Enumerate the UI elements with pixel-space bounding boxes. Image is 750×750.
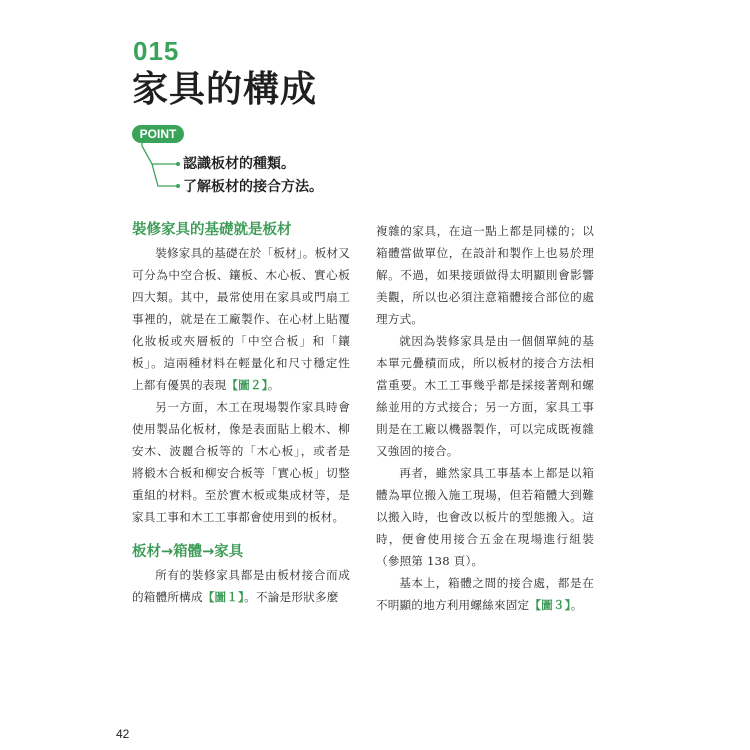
paragraph-text: 。不論是形狀多麼	[244, 590, 339, 604]
figure-reference: 【圖３】	[529, 598, 571, 612]
point-item-2: 了解板材的接合方法。	[183, 179, 323, 195]
point-connector-lines	[140, 140, 180, 200]
figure-reference: 【圖１】	[202, 590, 245, 604]
point-badge: POINT	[132, 125, 184, 143]
paragraph	[132, 242, 350, 396]
point-item-1: 認識板材的種類。	[183, 156, 295, 172]
paragraph-text: 。	[267, 378, 280, 392]
paragraph: 複雜的家具，在這一點上都是同樣的；以箱體當做單位，在設計和製作上也易於理解。不過，如果接頭做得太明顯則會影響美觀，所以也必須注意箱體接合部位的處理方式。	[376, 224, 594, 326]
paragraph	[132, 564, 350, 608]
paragraph: 另一方面，木工在現場製作家具時會使用製品化板材，像是表面貼上椴木、柳安木、波麗合板等的「木心板」，或者是將椴木合板和柳安合板等「實心板」切整重組的材料。至於實木板或集成材等，是家具工事和木工工事都會使用到的板材。	[132, 400, 350, 524]
paragraph-text: 。	[570, 598, 583, 612]
connector-dot-1	[176, 162, 180, 166]
chapter-number: 015	[133, 36, 180, 66]
paragraph	[376, 572, 594, 616]
section-heading-board-basics: 裝修家具的基礎就是板材	[132, 222, 292, 238]
connector-dot-2	[176, 184, 180, 188]
left-column	[132, 220, 350, 608]
connector-line-1	[142, 140, 180, 164]
connector-line-2	[152, 164, 180, 186]
paragraph: 就因為裝修家具是由一個個單純的基本單元疊積而成，所以板材的接合方法相當重要。木工工事幾乎都是採接著劑和螺絲並用的方式接合；另一方面，家具工事則是在工廠以機器製作，可以完成既複雜又強固的接合。	[376, 334, 594, 458]
page-number: 42	[116, 727, 130, 741]
section-heading-board-box-furniture: 板材→箱體→家具	[132, 544, 244, 560]
paragraph-text: 裝修家具的基礎在於「板材」。板材又可分為中空合板、鑲板、木心板、實心板四大類。其中，最常使用在家具或門扇工事裡的，就是在工廠製作、在心材上貼覆化妝板或夾層板的「中空合板」和「鑲板」。這兩種材料在輕量化和尺寸穩定性上都有優異的表現	[132, 246, 350, 392]
paragraph: 再者，雖然家具工事基本上都是以箱體為單位搬入施工現場，但若箱體大到難以搬入時，也會改以板片的型態搬入。這時，便會使用接合五金在現場進行組裝（參照第 138 頁）。	[376, 466, 594, 568]
paragraph-text: 基本上，箱體之間的接合處，都是在不明顯的地方利用螺絲來固定	[376, 576, 594, 612]
page-title: 家具的構成	[132, 69, 318, 110]
right-column	[376, 220, 594, 616]
paragraph-text: 所有的裝修家具都是由板材接合而成的箱體所構成	[132, 568, 350, 604]
figure-reference: 【圖２】	[226, 378, 268, 392]
